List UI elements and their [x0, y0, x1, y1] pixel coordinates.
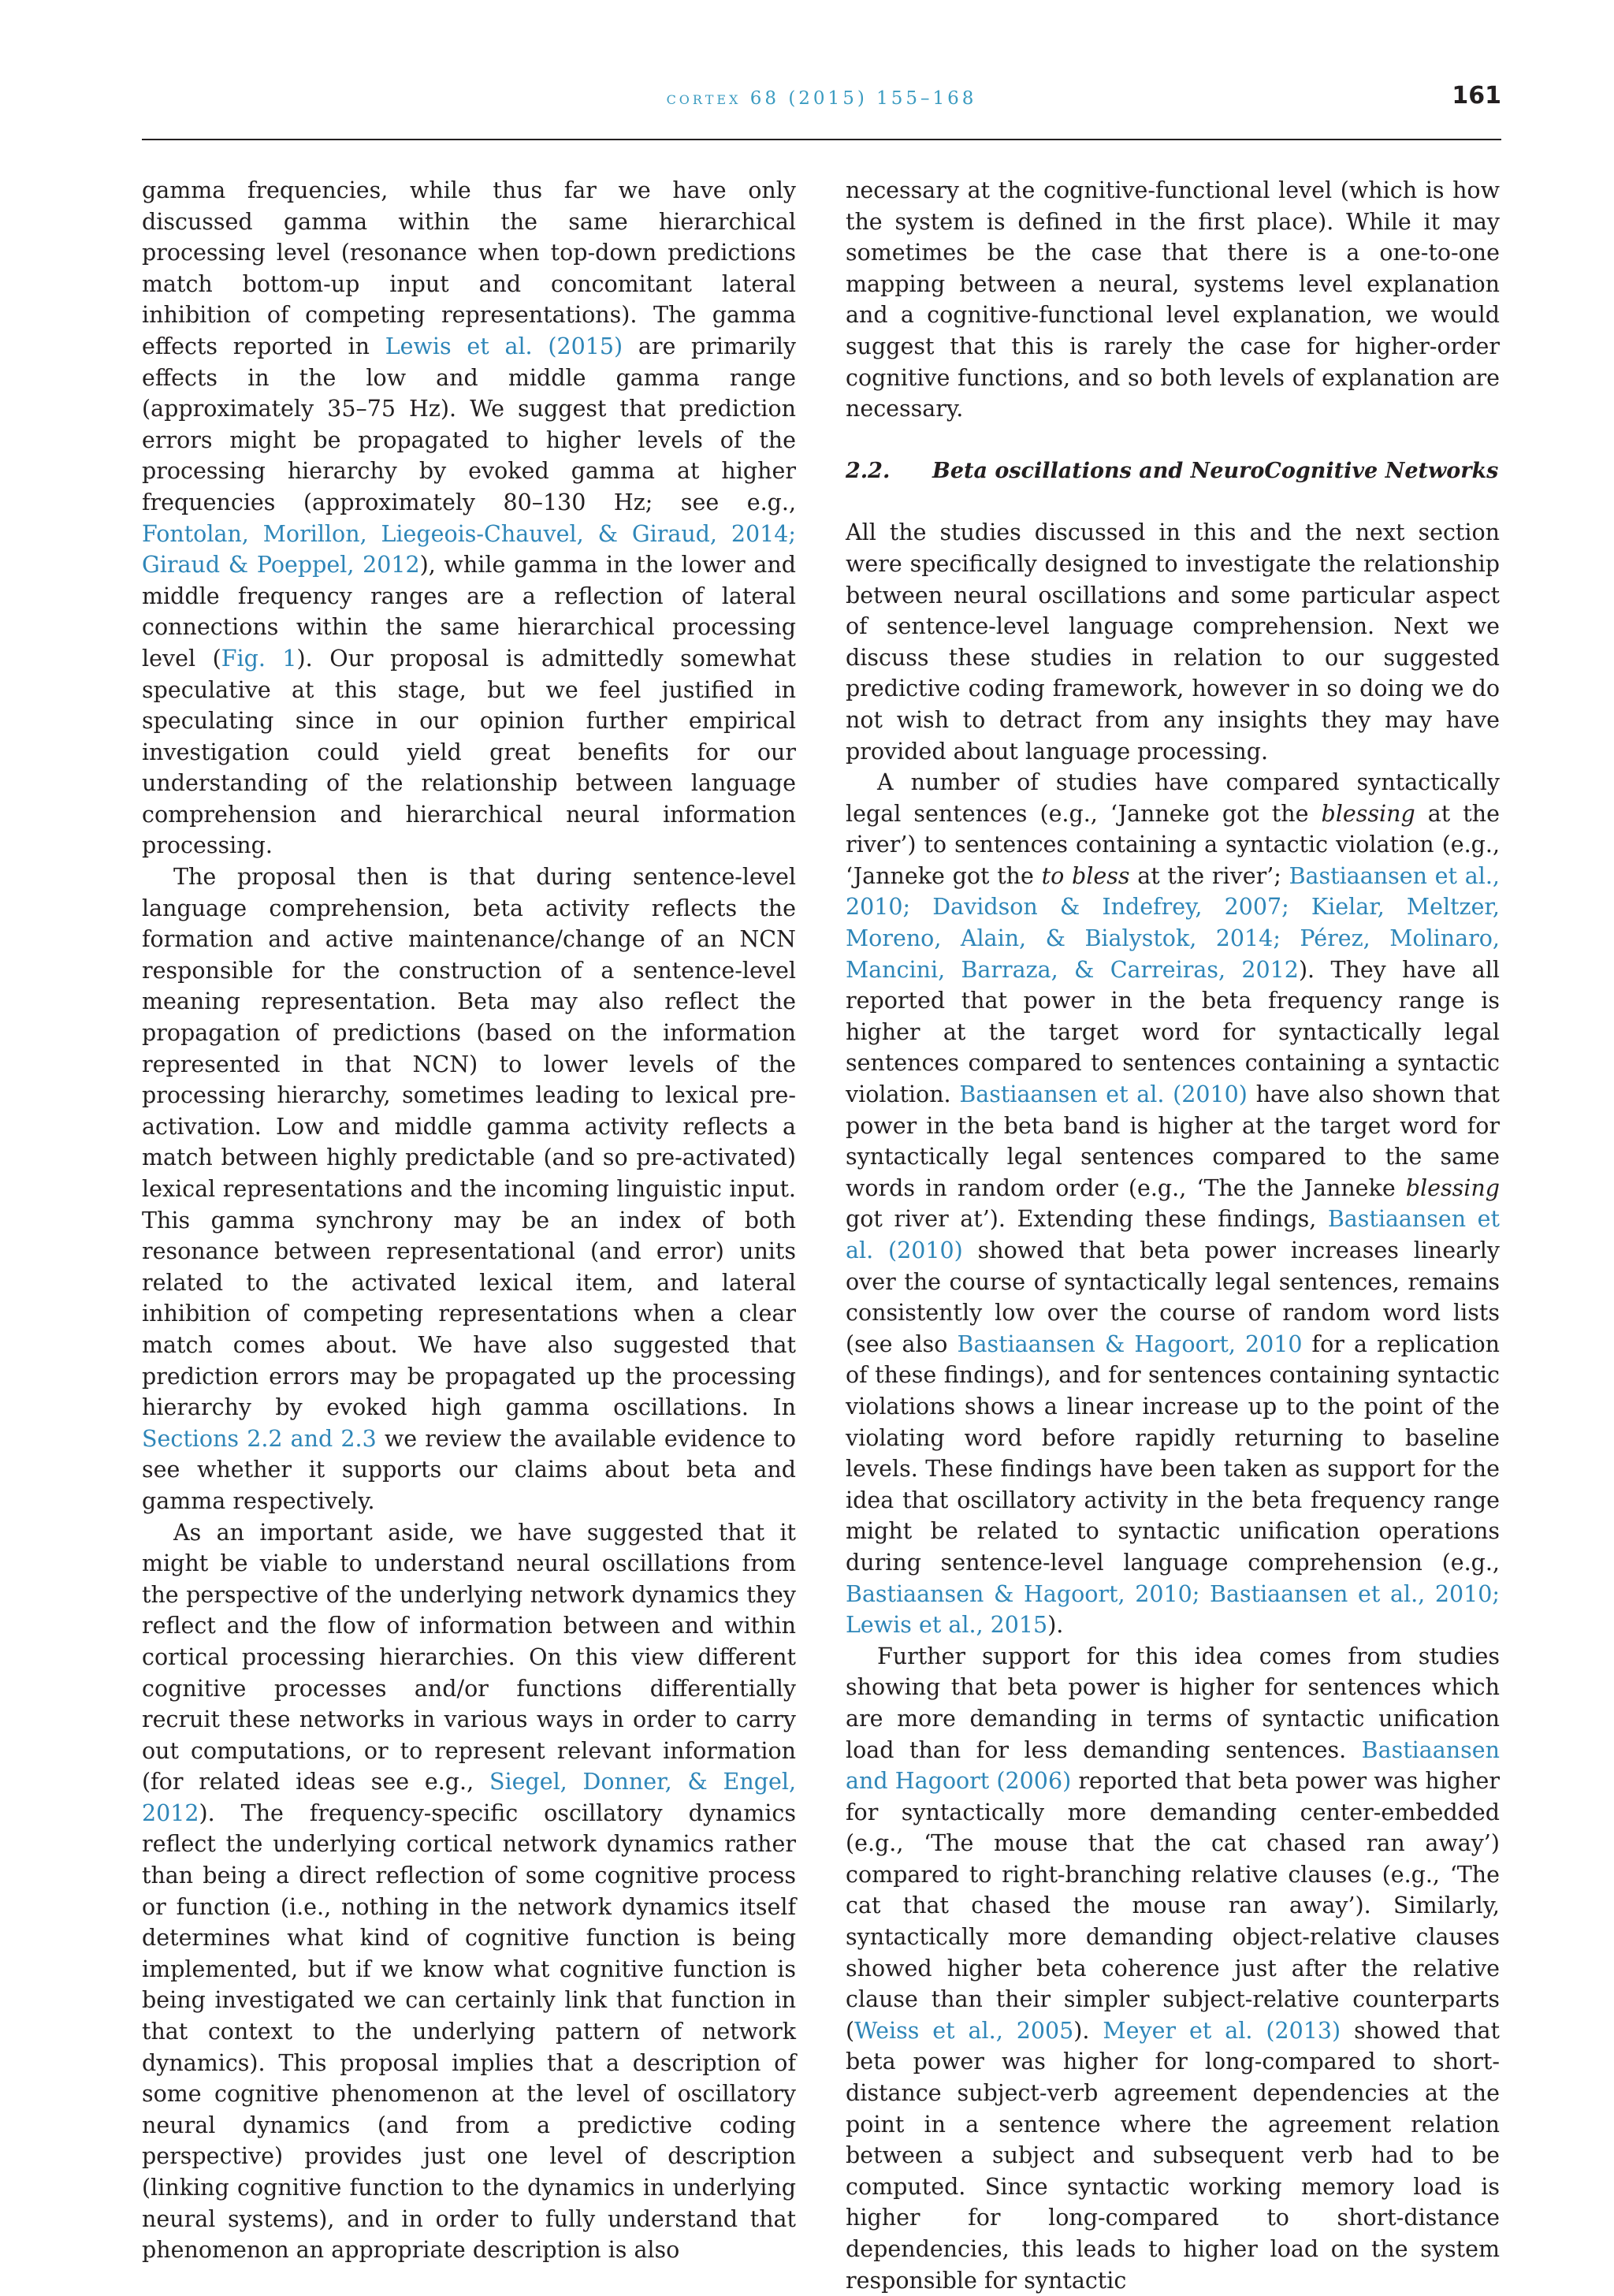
text-run: ).: [1073, 2017, 1103, 2044]
citation-link[interactable]: Bastiaansen et al. (2010): [959, 1081, 1248, 1108]
text-run: showed that beta power increases linearly over the course of syntactically legal sentences, remains consistently low over the course of random word lists (see also: [846, 1237, 1500, 1357]
citation-link[interactable]: Lewis et al. (2015): [385, 333, 623, 359]
citation-link[interactable]: Fontolan, Morillon, Liegeois-Chauvel, & Giraud, 2014; Giraud & Poeppel, 2012: [142, 520, 796, 579]
section-number: 2.2.: [846, 458, 891, 483]
citation-link[interactable]: Meyer et al. (2013): [1103, 2017, 1341, 2044]
citation-link[interactable]: Bastiaansen & Hagoort, 2010: [957, 1330, 1303, 1357]
text-run: are primarily effects in the low and middle gamma range (approximately 35–75 Hz). We suggest that prediction errors might be propagated to higher levels of the processing hierarchy by evoked gamma at higher frequencies (approximately 80–130 Hz; see e.g.,: [142, 333, 796, 515]
citation-link[interactable]: Bastiaansen et al., 2010; Davidson & Indefrey, 2007; Kielar, Meltzer, Moreno, Alain, & Bialystok, 2014; Pérez, Molinaro, Mancini, Barraza, & Carreiras, 2012: [846, 862, 1500, 983]
text-run: necessary at the cognitive-functional level (which is how the system is defined in the first place). While it may sometimes be the case that there is a one-to-one mapping between a neural, systems level explanation and a cognitive-functional level explanation, we would suggest that this is rarely the case for higher-order cognitive functions, and so both levels of explanation are necessary.: [846, 177, 1500, 422]
text-run: have also shown that power in the beta band is higher at the target word for syntactically legal sentences compared to the same words in random order (e.g., ‘The the Janneke: [846, 1081, 1500, 1201]
paragraph: [846, 517, 1500, 767]
text-run: As an important aside, we have suggested that it might be viable to understand neural oscillations from the perspective of the underlying network dynamics they reflect and the flow of information between and within cortical processing hierarchies. On this view different cognitive processes and/or functions differentially recruit these networks in various ways in order to carry out computations, or to represent relevant information (for related ideas see e.g.,: [142, 1519, 796, 1795]
running-header: [142, 82, 1501, 140]
text-run: ), while gamma in the lower and middle frequency ranges are a reflection of lateral connections within the same hierarchical processing level (: [142, 552, 796, 672]
section-link[interactable]: Sections 2.2 and 2.3: [142, 1425, 377, 1452]
citation-link[interactable]: Bastiaansen and Hagoort (2006): [846, 1736, 1500, 1795]
text-run: reported that beta power was higher for syntactically more demanding center-embedded (e.g., ‘The mouse that the cat chased ran away’) compared to right-branching relative clauses (e.g., ‘The cat that chased the mouse ran away’). Similarly, syntactically more demanding object-relative clauses showed higher beta coherence just after the relative clause than their simpler subject-relative counterparts (: [846, 1768, 1500, 2044]
citation-link[interactable]: Weiss et al., 2005: [854, 2017, 1074, 2044]
paragraph: [846, 1641, 1500, 2296]
text-run: showed that beta power was higher for long-compared to short-distance subject-verb agreement dependencies at the point in a sentence where the agreement relation between a subject and subsequent verb had to be computed. Since syntactic working memory load is higher for long-compared to short-distance dependencies, this leads to higher load on the system responsible for syntactic: [846, 2017, 1500, 2294]
paragraph: [142, 861, 796, 1516]
emphasis: to bless: [1041, 862, 1130, 889]
page-number: 161: [1452, 82, 1501, 110]
paragraph: [142, 1517, 796, 2266]
paragraph: [142, 175, 796, 861]
emphasis: blessing: [1405, 1174, 1500, 1201]
figure-link[interactable]: Fig. 1: [221, 645, 297, 672]
text-run: Further support for this idea comes from studies showing that beta power is higher for sentences which are more demanding in terms of syntactic unification load than for less demanding sentences.: [846, 1643, 1500, 1763]
text-run: at the river’;: [1129, 862, 1289, 889]
paragraph: [846, 767, 1500, 1641]
journal-title: cortex 68 (2015) 155–168: [666, 88, 977, 109]
text-run: A number of studies have compared syntactically legal sentences (e.g., ‘Janneke got the: [846, 769, 1500, 827]
text-run: we review the available evidence to see whether it supports our claims about beta and gamma respectively.: [142, 1425, 796, 1514]
emphasis: blessing: [1321, 800, 1415, 827]
text-run: ). They have all reported that power in the beta frequency range is higher at the target word for syntactically legal sentences compared to sentences containing a syntactic violation.: [846, 956, 1500, 1108]
text-run: The proposal then is that during sentence-level language comprehension, beta activity reflects the formation and active maintenance/change of an NCN responsible for the construction of a sentence-level meaning representation. Beta may also reflect the propagation of predictions (based on the information represented in that NCN) to lower levels of the processing hierarchy, sometimes leading to lexical pre-activation. Low and middle gamma activity reflects a match between highly predictable (and so pre-activated) lexical representations and the incoming linguistic input. This gamma synchrony may be an index of both resonance between representational (and error) units related to the activated lexical item, and lateral inhibition of competing representations when a clear match comes about. We have also suggested that prediction errors may be propagated up the processing hierarchy by evoked high gamma oscillations. In: [142, 864, 796, 1421]
citation-link[interactable]: Bastiaansen & Hagoort, 2010; Bastiaansen et al., 2010; Lewis et al., 2015: [846, 1580, 1500, 1639]
text-run: ). The frequency-specific oscillatory dynamics reflect the underlying cortical network dynamics rather than being a direct reflection of some cognitive process or function (i.e., nothing in the network dynamics itself determines what kind of cognitive function is being implemented, but if we know what cognitive function is being investigated we can certainly link that function in that context to the underlying pattern of network dynamics). This proposal implies that a description of some cognitive phenomenon at the level of oscillatory neural dynamics (and from a predictive coding perspective) provides just one level of description (linking cognitive function to the dynamics in underlying neural systems), and in order to fully understand that phenomenon an appropriate description is also: [142, 1799, 796, 2264]
citation-link[interactable]: Siegel, Donner, & Engel, 2012: [142, 1769, 796, 1826]
citation-link[interactable]: Bastiaansen et al. (2010): [846, 1206, 1500, 1263]
text-run: ). Our proposal is admittedly somewhat speculative at this stage, but we feel justified in speculating since in our opinion further empirical investigation could yield great benefits for our understanding of the relationship between language comprehension and hierarchical neural information processing.: [142, 645, 796, 859]
text-run: got river at’). Extending these findings,: [846, 1206, 1328, 1233]
text-run: at the river’) to sentences containing a syntactic violation (e.g., ‘Janneke got the: [846, 800, 1500, 889]
section-title: Beta oscillations and NeuroCognitive Networks: [932, 458, 1499, 483]
paragraph: [846, 175, 1500, 425]
text-run: ).: [1047, 1612, 1064, 1639]
text-run: All the studies discussed in this and the next section were specifically designed to investigate the relationship between neural oscillations and some particular aspect of sentence-level language comprehension. Next we discuss these studies in relation to our suggested predictive coding framework, however in so doing we do not wish to detract from any insights they may have provided about language processing.: [846, 519, 1500, 765]
left-column: [142, 175, 796, 2266]
text-run: gamma frequencies, while thus far we have only discussed gamma within the same hierarchical processing level (resonance when top-down predictions match bottom-up input and concomitant lateral inhibition of competing representations). The gamma effects reported in: [142, 177, 796, 359]
section-heading: [846, 456, 1500, 487]
right-column: [846, 175, 1500, 2296]
text-run: for a replication of these findings), and for sentences containing syntactic violations shows a linear increase up to the point of the violating word before rapidly returning to baseline levels. These findings have been taken as support for the idea that oscillatory activity in the beta frequency range might be related to syntactic unification operations during sentence-level language comprehension (e.g.,: [846, 1330, 1501, 1576]
